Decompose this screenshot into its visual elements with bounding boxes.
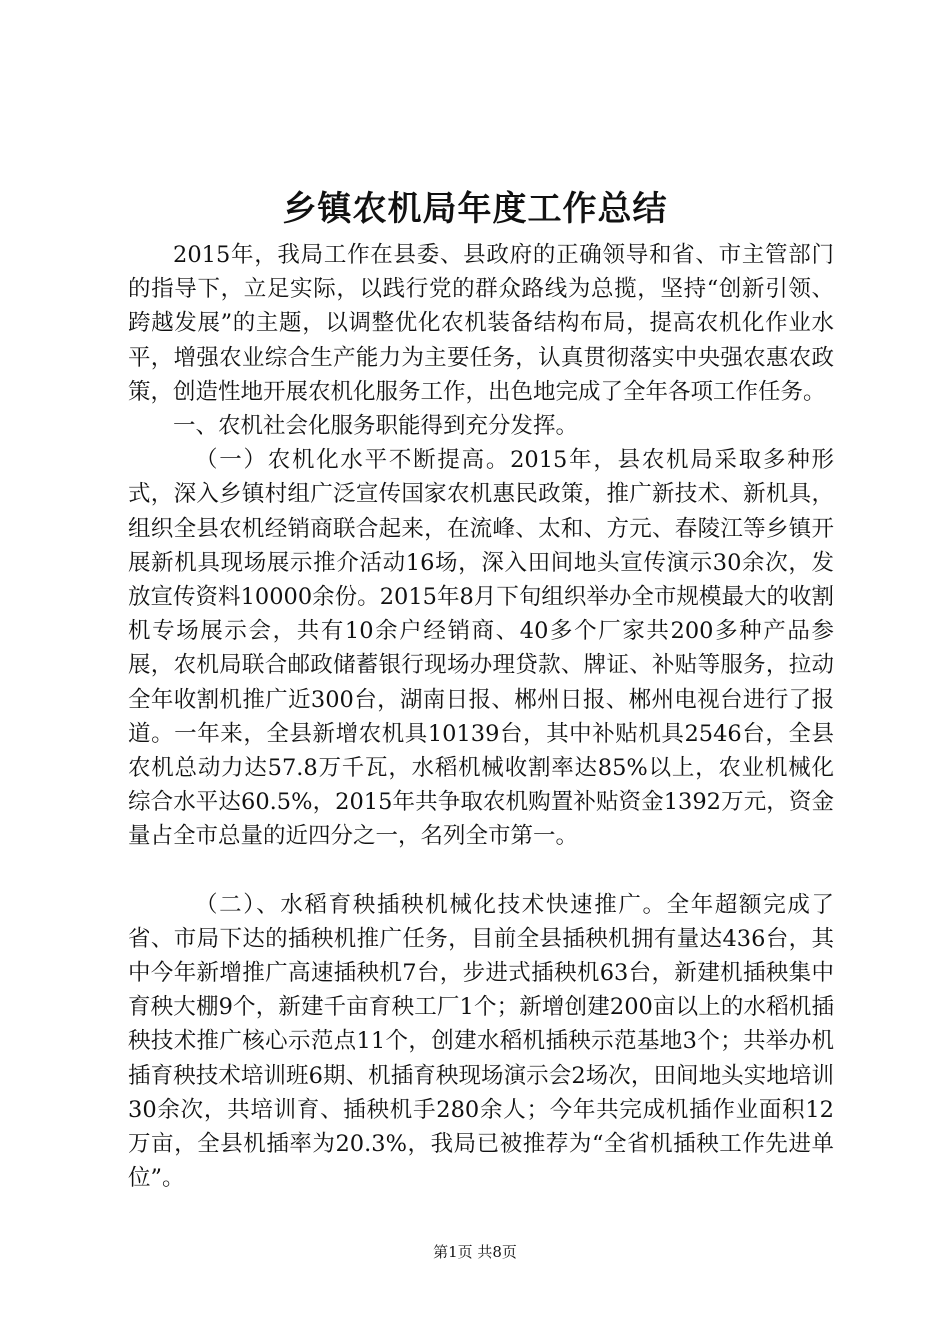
paragraph-gap: [128, 854, 834, 888]
paragraph-intro: 2015年，我局工作在县委、县政府的正确领导和省、市主管部门的指导下，立足实际，以践行党的群众路线为总揽，坚持“创新引领、跨越发展”的主题，以调整优化农机装备结构布局，提高农机化作业水平，增强农业综合生产能力为主要任务，认真贯彻落实中央强农惠农政策，创造性地开展农机化服务工作，出色地完成了全年各项工作任务。: [128, 242, 834, 405]
paragraph-subsection-2: （二）、水稻育秧插秧机械化技术快速推广。全年超额完成了省、市局下达的插秧机推广任务，目前全县插秧机拥有量达436台，其中今年新增推广高速插秧机7台，步进式插秧机63台，新建机插秧集中育秧大棚9个，新建千亩育秧工厂1个；新增创建200亩以上的水稻机插秧技术推广核心示范点11个，创建水稻机插秧示范基地3个；共举办机插育秧技术培训班6期、机插育秧现场演示会2场次，田间地头实地培训30余次，共培训育、插秧机手280余人；今年共完成机插作业面积12万亩，全县机插率为20.3%，我局已被推荐为“全省机插秧工作先进单位”。: [128, 891, 834, 1192]
section-heading-1: 一、农机社会化服务职能得到充分发挥。: [173, 413, 579, 440]
paragraph-subsection-1: （一）农机化水平不断提高。2015年，县农机局采取多种形式，深入乡镇村组广泛宣传国家农机惠民政策，推广新技术、新机具，组织全县农机经销商联合起来，在流峰、太和、方元、春陵江等乡镇开展新机具现场展示推介活动16场，深入田间地头宣传演示30余次，发放宣传资料10000余份。2015年8月下旬组织举办全市规模最大的收割机专场展示会，共有10余户经销商、40多个厂家共200多种产品参展，农机局联合邮政储蓄银行现场办理贷款、牌证、补贴等服务，拉动全年收割机推广近300台，湖南日报、郴州日报、郴州电视台进行了报道。一年来，全县新增农机具10139台，其中补贴机具2546台，全县农机总动力达57.8万千瓦，水稻机械收割率达85%以上，农业机械化综合水平达60.5%，2015年共争取农机购置补贴资金1392万元，资金量占全市总量的近四分之一，名列全市第一。: [128, 447, 834, 850]
document-body: [128, 238, 834, 1195]
page-footer: 第1页 共8页: [433, 1243, 517, 1261]
document-title: 乡镇农机局年度工作总结: [282, 189, 668, 229]
